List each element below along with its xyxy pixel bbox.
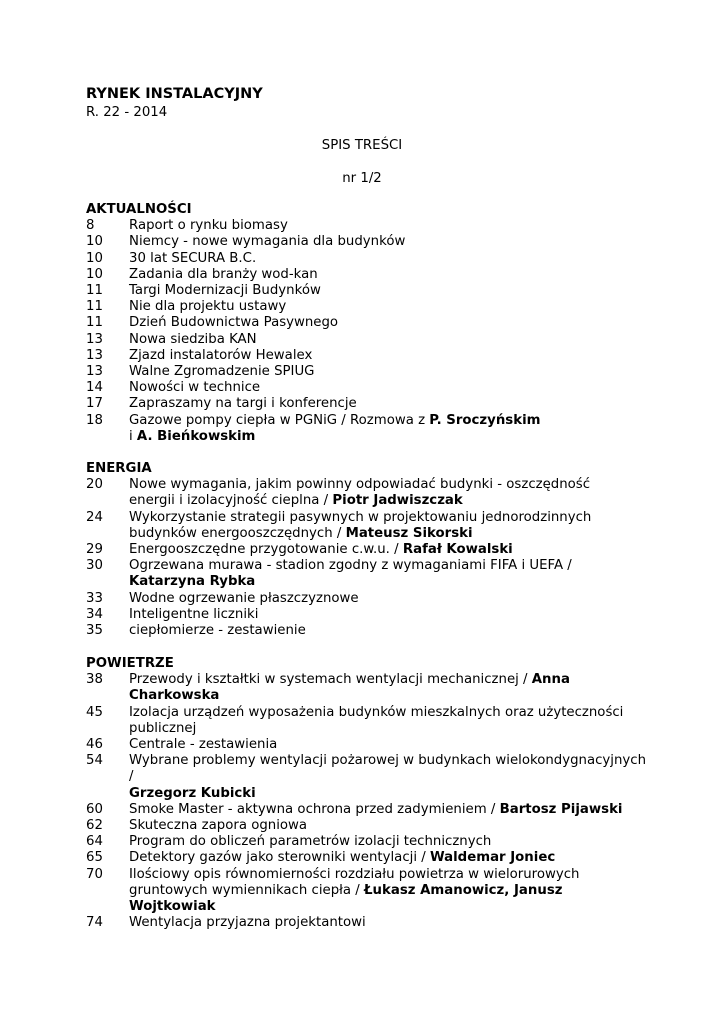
toc-entry bbox=[86, 915, 646, 931]
toc-entry bbox=[86, 737, 646, 753]
page-number: 11 bbox=[86, 283, 103, 299]
page-number bbox=[86, 493, 129, 509]
author-name: Wojtkowiak bbox=[129, 899, 216, 915]
page-number: 24 bbox=[86, 509, 103, 525]
page-number bbox=[86, 786, 129, 802]
page-number: 30 bbox=[86, 558, 103, 574]
page-number: 18 bbox=[86, 412, 103, 428]
title-text: Gazowe pompy ciepła w PGNiG / Rozmowa z bbox=[129, 412, 430, 428]
entry-title bbox=[129, 380, 646, 396]
toc-entry bbox=[86, 315, 646, 331]
title-text: Nowa siedziba KAN bbox=[129, 331, 257, 347]
author-name: Katarzyna Rybka bbox=[129, 574, 256, 590]
entry-title bbox=[129, 348, 646, 364]
toc-entry bbox=[86, 607, 646, 623]
toc-entry-continuation bbox=[86, 429, 646, 445]
entry-title bbox=[129, 332, 646, 348]
page-number: 17 bbox=[86, 396, 103, 412]
entry-title bbox=[129, 429, 646, 445]
toc-entry bbox=[86, 672, 646, 688]
title-text: Centrale - zestawienia bbox=[129, 737, 278, 753]
toc-entry bbox=[86, 380, 646, 396]
toc-entry bbox=[86, 299, 646, 315]
entry-title bbox=[129, 315, 646, 331]
magazine-title: RYNEK INSTALACYJNY bbox=[86, 86, 263, 102]
title-text: Nowe wymagania, jakim powinny odpowiadać budynki - oszczędność bbox=[129, 477, 591, 493]
toc-entry bbox=[86, 591, 646, 607]
page-number bbox=[86, 526, 129, 542]
toc-entries bbox=[86, 672, 646, 931]
title-text: Wybrane problemy wentylacji pożarowej w budynkach wielokondygnacyjnych / bbox=[129, 753, 647, 785]
toc-entry bbox=[86, 705, 646, 721]
toc-entry bbox=[86, 818, 646, 834]
entry-title bbox=[129, 299, 646, 315]
page-number: 29 bbox=[86, 542, 103, 558]
toc-entry-continuation bbox=[86, 786, 646, 802]
entry-title bbox=[129, 672, 646, 688]
entry-title bbox=[129, 526, 646, 542]
section-energia bbox=[86, 461, 646, 639]
page-number: 11 bbox=[86, 299, 103, 315]
page-number: 20 bbox=[86, 477, 103, 493]
title-text: i bbox=[129, 428, 137, 444]
page-number: 13 bbox=[86, 331, 103, 347]
toc-entry bbox=[86, 850, 646, 866]
toc-entries bbox=[86, 477, 646, 639]
entry-title bbox=[129, 413, 646, 429]
toc-entry-continuation bbox=[86, 493, 646, 509]
title-text: 30 lat SECURA B.C. bbox=[129, 250, 257, 266]
title-text: Ilościowy opis równomierności rozdziału powietrza w wielorurowych bbox=[129, 866, 580, 882]
section-powietrze bbox=[86, 656, 646, 931]
title-text: Targi Modernizacji Budynków bbox=[129, 283, 321, 299]
toc-entry bbox=[86, 413, 646, 429]
title-text: Zapraszamy na targi i konferencje bbox=[129, 396, 357, 412]
toc-entry-continuation bbox=[86, 883, 646, 899]
title-text: Ogrzewana murawa - stadion zgodny z wymaganiami FIFA i UEFA / bbox=[129, 558, 572, 574]
entry-title bbox=[129, 510, 646, 526]
author-name: Łukasz Amanowicz, Janusz bbox=[364, 882, 563, 898]
entry-title bbox=[129, 591, 646, 607]
page-number: 35 bbox=[86, 623, 103, 639]
author-name: Bartosz Pijawski bbox=[499, 801, 623, 817]
section-heading: AKTUALNOŚCI bbox=[86, 202, 192, 217]
toc-entries bbox=[86, 218, 646, 445]
page-number: 10 bbox=[86, 266, 103, 282]
page-number: 60 bbox=[86, 801, 103, 817]
toc-entry-continuation bbox=[86, 721, 646, 737]
entry-title bbox=[129, 705, 646, 721]
entry-title bbox=[129, 818, 646, 834]
author-name: Grzegorz Kubicki bbox=[129, 785, 256, 801]
title-text: Program do obliczeń parametrów izolacji technicznych bbox=[129, 834, 492, 850]
toc-entry bbox=[86, 218, 646, 234]
page-number bbox=[86, 574, 129, 590]
entry-title bbox=[129, 883, 646, 899]
page-number bbox=[86, 899, 129, 915]
page-number: 14 bbox=[86, 380, 103, 396]
page-number: 10 bbox=[86, 250, 103, 266]
title-text: Skuteczna zapora ogniowa bbox=[129, 818, 308, 834]
author-name: A. Bieńkowskim bbox=[136, 428, 256, 444]
author-name: Piotr Jadwiszczak bbox=[332, 493, 463, 509]
page-number: 13 bbox=[86, 347, 103, 363]
page-number: 70 bbox=[86, 866, 103, 882]
title-text: Przewody i kształtki w systemach wentylacji mechanicznej / bbox=[129, 672, 532, 688]
page-number bbox=[86, 429, 129, 445]
page-number: 64 bbox=[86, 834, 103, 850]
page-number: 33 bbox=[86, 590, 103, 606]
toc-entry bbox=[86, 477, 646, 493]
page-number bbox=[86, 883, 129, 899]
entry-title bbox=[129, 850, 646, 866]
page-number: 8 bbox=[86, 218, 95, 234]
toc-entry bbox=[86, 558, 646, 574]
section-aktualnosci bbox=[86, 202, 646, 445]
title-text: Inteligentne liczniki bbox=[129, 606, 259, 622]
entry-title bbox=[129, 753, 646, 785]
page-number: 13 bbox=[86, 364, 103, 380]
entry-title bbox=[129, 802, 646, 818]
page-number: 65 bbox=[86, 850, 103, 866]
entry-title bbox=[129, 542, 646, 558]
entry-title bbox=[129, 915, 646, 931]
title-text: Dzień Budownictwa Pasywnego bbox=[129, 315, 339, 331]
section-heading: POWIETRZE bbox=[86, 656, 174, 671]
entry-title bbox=[129, 607, 646, 623]
page-number: 62 bbox=[86, 818, 103, 834]
toc-entry bbox=[86, 234, 646, 250]
entry-title bbox=[129, 493, 646, 509]
title-text: Detektory gazów jako sterowniki wentylacji / bbox=[129, 850, 430, 866]
entry-title bbox=[129, 267, 646, 283]
title-text: Zadania dla branży wod-kan bbox=[129, 266, 318, 282]
toc-entry-continuation bbox=[86, 526, 646, 542]
page-number: 10 bbox=[86, 234, 103, 250]
toc-entry bbox=[86, 753, 646, 785]
entry-title bbox=[129, 251, 646, 267]
entry-title bbox=[129, 786, 646, 802]
author-name: Waldemar Joniec bbox=[429, 850, 556, 866]
toc-entry bbox=[86, 623, 646, 639]
toc-entry bbox=[86, 510, 646, 526]
page-number: 38 bbox=[86, 672, 103, 688]
title-text: budynków energooszczędnych / bbox=[129, 525, 346, 541]
entry-title bbox=[129, 867, 646, 883]
entry-title bbox=[129, 899, 646, 915]
title-text: Walne Zgromadzenie SPIUG bbox=[129, 364, 315, 380]
toc-entry bbox=[86, 834, 646, 850]
entry-title bbox=[129, 721, 646, 737]
toc-entry-continuation bbox=[86, 899, 646, 915]
page-number: 74 bbox=[86, 915, 103, 931]
issue-number: nr 1/2 bbox=[342, 171, 382, 186]
entry-title bbox=[129, 834, 646, 850]
section-heading: ENERGIA bbox=[86, 461, 152, 476]
issue-label: R. 22 - 2014 bbox=[86, 105, 168, 120]
toc-entry-continuation bbox=[86, 688, 646, 704]
entry-title bbox=[129, 234, 646, 250]
title-text: Wodne ogrzewanie płaszczyznowe bbox=[129, 590, 359, 606]
title-text: Raport o rynku biomasy bbox=[129, 218, 288, 234]
entry-title bbox=[129, 364, 646, 380]
toc-entry bbox=[86, 283, 646, 299]
page-number: 11 bbox=[86, 315, 103, 331]
page-number bbox=[86, 721, 129, 737]
entry-title bbox=[129, 218, 646, 234]
title-text: Niemcy - nowe wymagania dla budynków bbox=[129, 234, 406, 250]
author-name: Mateusz Sikorski bbox=[345, 525, 473, 541]
toc-entry-continuation bbox=[86, 574, 646, 590]
toc-entry bbox=[86, 542, 646, 558]
entry-title bbox=[129, 396, 646, 412]
author-name: Rafał Kowalski bbox=[402, 542, 513, 558]
title-text: ciepłomierze - zestawienie bbox=[129, 623, 306, 639]
entry-title bbox=[129, 283, 646, 299]
toc-entry bbox=[86, 867, 646, 883]
title-text: Nie dla projektu ustawy bbox=[129, 299, 287, 315]
entry-title bbox=[129, 477, 646, 493]
page-number: 54 bbox=[86, 753, 103, 769]
toc-title: SPIS TREŚCI bbox=[321, 138, 403, 153]
title-text: Izolacja urządzeń wyposażenia budynków mieszkalnych oraz użyteczności bbox=[129, 704, 624, 720]
title-text: gruntowych wymiennikach ciepła / bbox=[129, 882, 365, 898]
title-text: energii i izolacyjność cieplna / bbox=[129, 493, 333, 509]
entry-title bbox=[129, 574, 646, 590]
entry-title bbox=[129, 623, 646, 639]
author-name: P. Sroczyńskim bbox=[429, 412, 541, 428]
title-text: Wykorzystanie strategii pasywnych w projektowaniu jednorodzinnych bbox=[129, 509, 592, 525]
author-name: Anna bbox=[531, 672, 570, 688]
entry-title bbox=[129, 558, 646, 574]
page-number: 45 bbox=[86, 704, 103, 720]
title-text: Zjazd instalatorów Hewalex bbox=[129, 347, 313, 363]
title-text: publicznej bbox=[129, 720, 197, 736]
entry-title bbox=[129, 688, 646, 704]
toc-entry bbox=[86, 364, 646, 380]
title-text: Wentylacja przyjazna projektantowi bbox=[129, 915, 366, 931]
entry-title bbox=[129, 737, 646, 753]
toc-entry bbox=[86, 802, 646, 818]
toc-entry bbox=[86, 267, 646, 283]
toc-entry bbox=[86, 251, 646, 267]
title-text: Nowości w technice bbox=[129, 380, 261, 396]
toc-entry bbox=[86, 396, 646, 412]
toc-entry bbox=[86, 332, 646, 348]
page-number: 34 bbox=[86, 606, 103, 622]
page-number bbox=[86, 688, 129, 704]
page-number: 46 bbox=[86, 737, 103, 753]
title-text: Smoke Master - aktywna ochrona przed zadymieniem / bbox=[129, 801, 500, 817]
toc-entry bbox=[86, 348, 646, 364]
title-text: Energooszczędne przygotowanie c.w.u. / bbox=[129, 542, 403, 558]
author-name: Charkowska bbox=[129, 688, 220, 704]
